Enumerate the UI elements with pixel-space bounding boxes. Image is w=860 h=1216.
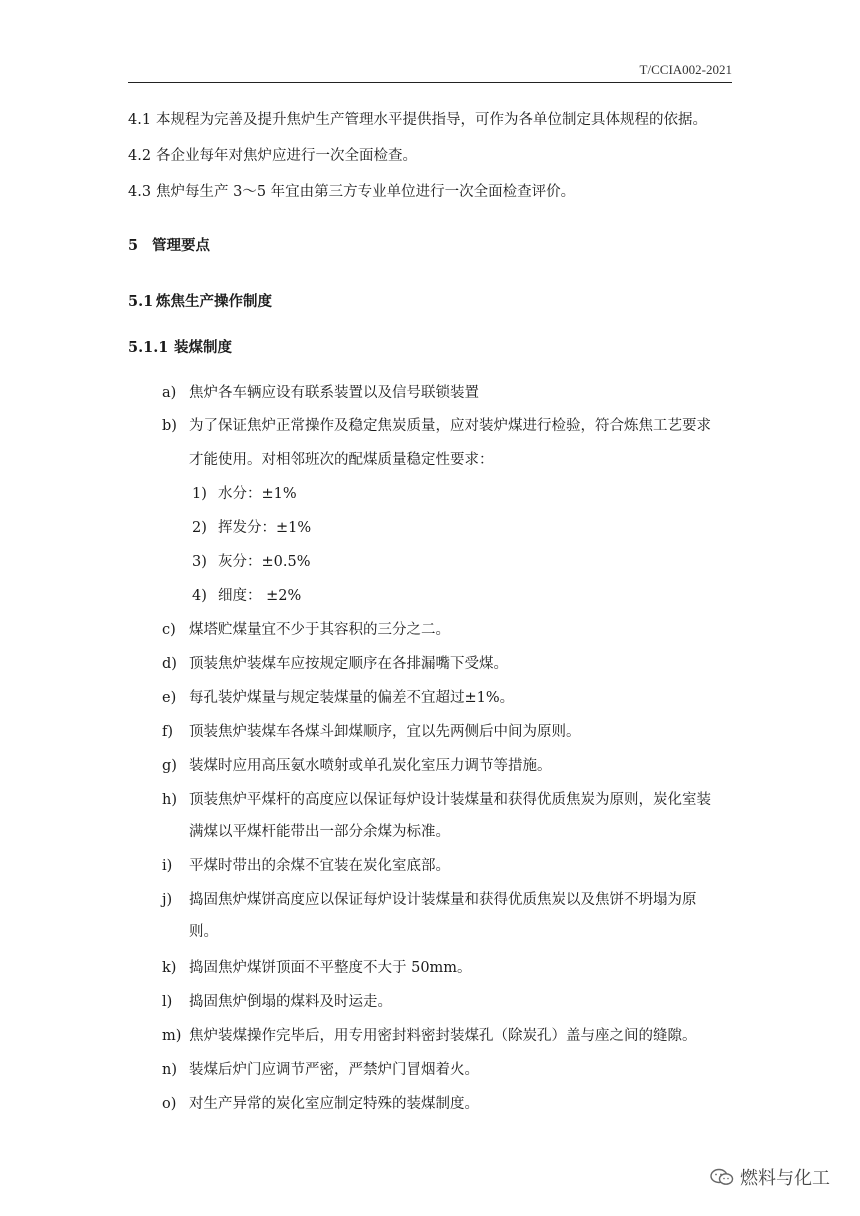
paragraph-text: 才能使用。对相邻班次的配煤质量稳定性要求： bbox=[189, 452, 494, 468]
line-number: 5.1.1 bbox=[128, 339, 169, 356]
paragraph-text: 焦炉装煤操作完毕后，用专用密封料密封装煤孔（除炭孔）盖与座之间的缝隙。 bbox=[189, 1028, 697, 1044]
line-number: 3) bbox=[192, 554, 207, 570]
paragraph-text: 本规程为完善及提升焦炉生产管理水平提供指导，可作为各单位制定具体规程的依据。 bbox=[156, 112, 707, 128]
line-number: 1) bbox=[192, 486, 207, 502]
paragraph-text: 顶装焦炉装煤车应按规定顺序在各排漏嘴下受煤。 bbox=[189, 656, 508, 672]
paragraph-text: 则。 bbox=[189, 924, 218, 940]
paragraph-text: 顶装焦炉装煤车各煤斗卸煤顺序，宜以先两侧后中间为原则。 bbox=[189, 724, 581, 740]
line-number: n) bbox=[162, 1062, 177, 1078]
line-number: j) bbox=[162, 892, 173, 908]
paragraph-text: 每孔装炉煤量与规定装煤量的偏差不宜超过±1%。 bbox=[189, 690, 515, 706]
paragraph-text: 焦炉每生产 3～5 年宜由第三方专业单位进行一次全面检查评价。 bbox=[156, 184, 576, 200]
line-number: m) bbox=[162, 1028, 182, 1044]
line-number: 2) bbox=[192, 520, 207, 536]
paragraph-text: 装煤后炉门应调节严密，严禁炉门冒烟着火。 bbox=[189, 1062, 479, 1078]
paragraph-text: 为了保证焦炉正常操作及稳定焦炭质量，应对装炉煤进行检验，符合炼焦工艺要求 bbox=[189, 418, 711, 434]
watermark bbox=[710, 1164, 830, 1190]
paragraph-text: 焦炉各车辆应设有联系装置以及信号联锁装置 bbox=[189, 385, 479, 401]
paragraph-text: 捣固焦炉煤饼顶面不平整度不大于 50mm。 bbox=[189, 960, 472, 976]
line-number: o) bbox=[162, 1096, 177, 1112]
paragraph-text: 捣固焦炉倒塌的煤料及时运走。 bbox=[189, 994, 392, 1010]
line-number: 4.3 bbox=[128, 184, 152, 200]
paragraph-text: 顶装焦炉平煤杆的高度应以保证每炉设计装煤量和获得优质焦炭为原则，炭化室装 bbox=[189, 792, 711, 808]
line-number: 5.1 bbox=[128, 293, 154, 310]
paragraph-text: 灰分：±0.5% bbox=[218, 554, 311, 570]
line-number: 4) bbox=[192, 588, 207, 604]
section-heading: 管理要点 bbox=[152, 237, 210, 254]
paragraph-text: 水分：±1% bbox=[218, 486, 297, 502]
line-number: k) bbox=[162, 960, 177, 976]
section-heading: 装煤制度 bbox=[174, 339, 232, 356]
paragraph-text: 平煤时带出的余煤不宜装在炭化室底部。 bbox=[189, 858, 450, 874]
line-number: f) bbox=[162, 724, 174, 740]
line-number: h) bbox=[162, 792, 177, 808]
line-number: i) bbox=[162, 858, 173, 874]
paragraph-text: 装煤时应用高压氨水喷射或单孔炭化室压力调节等措施。 bbox=[189, 758, 552, 774]
line-number: c) bbox=[162, 622, 176, 638]
watermark-text: 燃料与化工 bbox=[740, 1168, 830, 1189]
header-rule bbox=[128, 82, 732, 83]
line-number: a) bbox=[162, 385, 177, 401]
paragraph-text: 挥发分：±1% bbox=[218, 520, 312, 536]
paragraph-text: 各企业每年对焦炉应进行一次全面检查。 bbox=[156, 148, 417, 164]
paragraph-text: 煤塔贮煤量宜不少于其容积的三分之二。 bbox=[189, 622, 450, 638]
wechat-icon bbox=[710, 1168, 734, 1186]
paragraph-text: 捣固焦炉煤饼高度应以保证每炉设计装煤量和获得优质焦炭以及焦饼不坍塌为原 bbox=[189, 892, 697, 908]
line-number: b) bbox=[162, 418, 177, 434]
line-number: g) bbox=[162, 758, 177, 774]
paragraph-text: 对生产异常的炭化室应制定特殊的装煤制度。 bbox=[189, 1096, 479, 1112]
paragraph-text: 满煤以平煤杆能带出一部分余煤为标准。 bbox=[189, 824, 450, 840]
line-number: 4.2 bbox=[128, 148, 152, 164]
section-heading: 炼焦生产操作制度 bbox=[156, 293, 272, 310]
line-number: e) bbox=[162, 690, 177, 706]
paragraph-text: 细度： ±2% bbox=[218, 588, 302, 604]
line-number: d) bbox=[162, 656, 177, 672]
line-number: l) bbox=[162, 994, 173, 1010]
line-number: 5 bbox=[128, 237, 139, 254]
line-number: 4.1 bbox=[128, 112, 152, 128]
standard-code: T/CCIA002-2021 bbox=[639, 62, 732, 77]
